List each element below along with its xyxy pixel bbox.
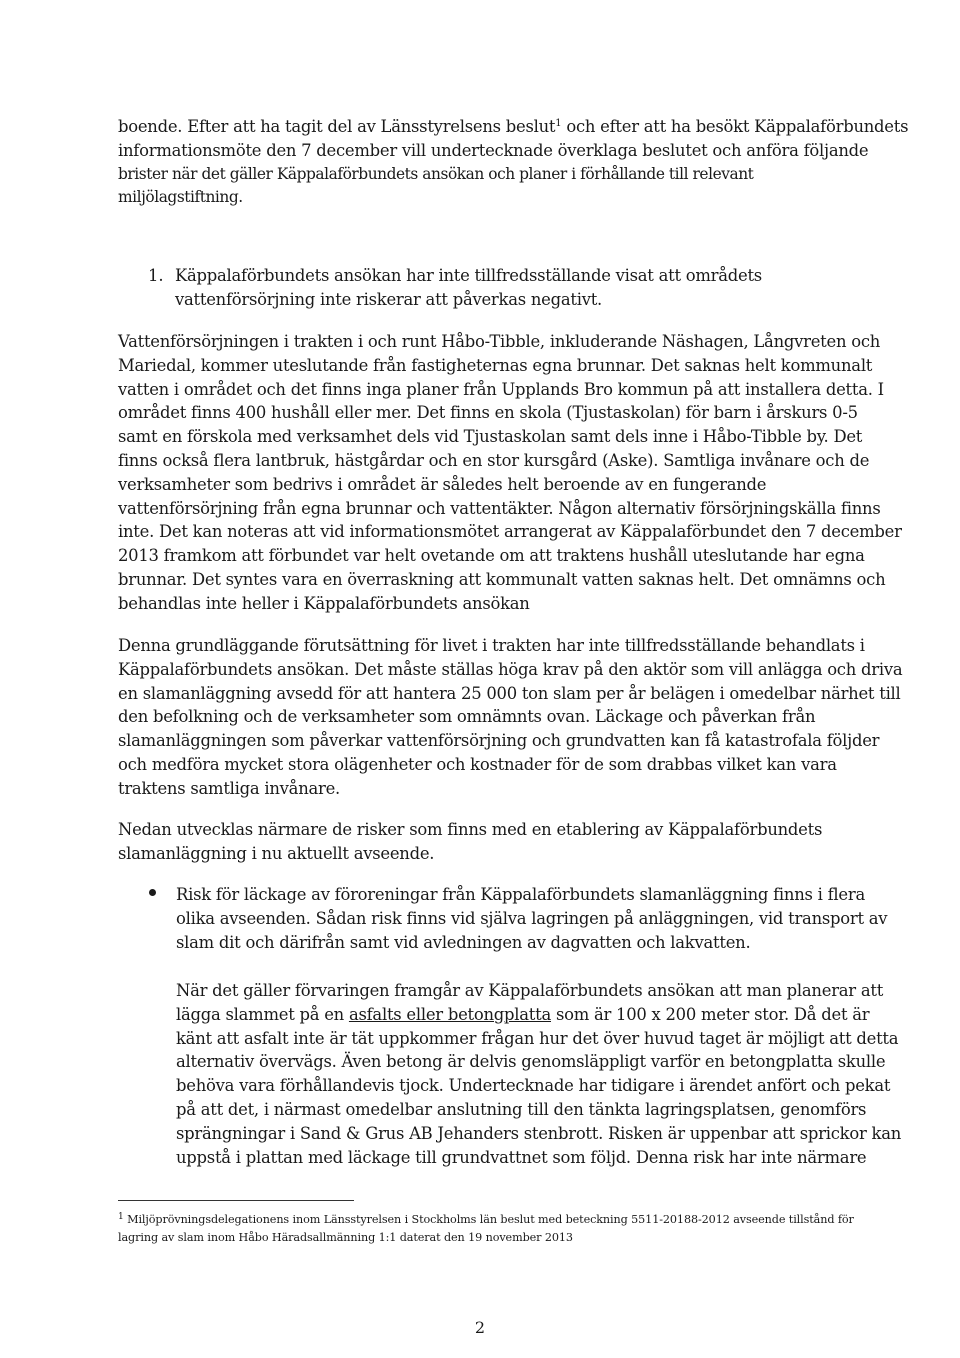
text-line: slamanläggning i nu aktuellt avseende. [118, 843, 435, 863]
numbered-item-line: vattenförsörjning inte riskerar att påverkas negativt. [175, 290, 602, 309]
text-line: behöva vara förhållandevis tjock. Undertecknade har tidigare i ärendet anfört och pekat [176, 1076, 891, 1096]
footnote-line: lagring av slam inom Håbo Häradsallmänning 1:1 daterat den 19 november 2013 [118, 1230, 573, 1244]
text-line: inte. Det kan noteras att vid informationsmötet arrangerat av Käppalaförbundet den 7 december [118, 522, 902, 542]
text-line: slamanläggningen som påverkar vattenförsörjning och grundvatten kan få katastrofala följder [118, 731, 880, 751]
bullet-item [176, 883, 888, 954]
text-line: Nedan utvecklas närmare de risker som finns med en etablering av Käppalaförbundets [118, 820, 823, 839]
footnote-line: $^1$ Miljöprövningsdelegationens inom Länsstyrelsen i Stockholms län beslut med beteckning 5511-20188-2012 avseende tillstånd för [118, 1212, 854, 1226]
text-line: boende. Efter att ha tagit del av Länsstyrelsens beslut$^1$ och efter att ha besökt Käppalaförbundets [118, 117, 909, 136]
paragraph-storage [176, 979, 902, 1169]
text-line: miljölagstiftning. [118, 188, 243, 207]
text-line: uppstå i plattan med läckage till grundvattnet som följd. Denna risk har inte närmare [176, 1147, 867, 1167]
list-number: 1. [148, 266, 164, 285]
text-line: Mariedal, kommer uteslutande från fastigheternas egna brunnar. Det saknas helt kommunalt [118, 355, 873, 375]
text-line: Vattenförsörjningen i trakten i och runt Håbo-Tibble, inkluderande Näshagen, Långvreten och [118, 332, 881, 351]
text-line: 2013 framkom att förbundet var helt ovetande om att traktens hushåll uteslutande har egna [118, 546, 865, 566]
text-line: olika avseenden. Sådan risk finns vid själva lagringen på anläggningen, vid transport av [176, 908, 888, 928]
paragraph-risks-intro [118, 818, 848, 866]
text-line: traktens samtliga invånare. [118, 778, 341, 798]
text-line: sprängningar i Sand & Grus AB Jehanders stenbrott. Risken är uppenbar att sprickor kan [176, 1123, 902, 1143]
footnote-marker: 1 [118, 1212, 124, 1222]
text-line: samt en förskola med verksamhet dels vid Tjustaskolan samt dels inne i Håbo-Tibble by. Det [118, 427, 863, 447]
text-line: känt att asfalt inte är tät uppkommer frågan hur det över huvud taget är möjligt att detta [176, 1028, 899, 1048]
text-line: Käppalaförbundets ansökan. Det måste ställas höga krav på den aktör som vill anlägga och driva [118, 659, 903, 679]
text-line: den befolkning och de verksamheter som omnämnts ovan. Läckage och påverkan från [118, 707, 816, 727]
text-line: Denna grundläggande förutsättning för livet i trakten har inte tillfredsställande behandlats i [118, 636, 865, 655]
text-line: finns också flera lantbruk, hästgårdar och en stor kursgård (Aske). Samtliga invånare och de [118, 450, 870, 470]
paragraph-water-supply [118, 330, 902, 616]
paragraph-requirements [118, 634, 903, 801]
text-line: lägga slammet på en asfalts eller betongplatta som är 100 x 200 meter stor. Då det är [176, 1004, 870, 1024]
text-line: behandlas inte heller i Käppalaförbundets ansökan [118, 593, 530, 613]
bullet-icon [149, 889, 156, 896]
text-line: verksamheter som bedrivs i området är således helt beroende av en fungerande [118, 474, 767, 494]
underlined-text: asfalts eller betongplatta [348, 1004, 551, 1024]
text-line: på att det, i närmast omedelbar anslutning till den tänkta lagringsplatsen, genomförs [176, 1099, 867, 1119]
numbered-item-line: Käppalaförbundets ansökan har inte tillfredsställande visat att områdets [175, 266, 762, 285]
footnote [118, 1211, 858, 1246]
text-line: en slamanläggning avsedd för att hantera 25 000 ton slam per år belägen i omedelbar närhet till [118, 683, 901, 703]
footnote-ref: 1 [555, 118, 562, 129]
footnote-divider [118, 1200, 354, 1201]
text-line: slam dit och därifrån samt vid avledningen av dagvatten och lakvatten. [176, 932, 751, 952]
text-line: alternativ övervägs. Även betong är delvis genomsläppligt varför en betongplatta skulle [176, 1052, 886, 1072]
text-line: brunnar. Det syntes vara en överraskning att kommunalt vatten saknas helt. Det omnämns och [118, 569, 886, 589]
text-line: vatten i området och det finns inga planer från Upplands Bro kommun på att installera detta. I [118, 379, 884, 399]
text-line: Risk för läckage av föroreningar från Käppalaförbundets slamanläggning finns i flera [176, 885, 865, 904]
intro-paragraph [118, 115, 909, 210]
text-line: och medföra mycket stora olägenheter och kostnader för de som drabbas vilket kan vara [118, 754, 837, 774]
text-line: När det gäller förvaringen framgår av Käppalaförbundets ansökan att man planerar att [176, 981, 884, 1000]
text-line: brister när det gäller Käppalaförbundets ansökan och planer i förhållande till relevant [118, 164, 754, 183]
text-line: vattenförsörjning från egna brunnar och vattentäkter. Någon alternativ försörjningskälla finns [118, 498, 881, 518]
text-line: informationsmöte den 7 december vill undertecknade överklaga beslutet och anföra följande [118, 140, 869, 160]
page-number: 2 [474, 1318, 486, 1337]
text-line: området finns 400 hushåll eller mer. Det finns en skola (Tjustaskolan) för barn i årskurs 0-5 [118, 403, 858, 423]
